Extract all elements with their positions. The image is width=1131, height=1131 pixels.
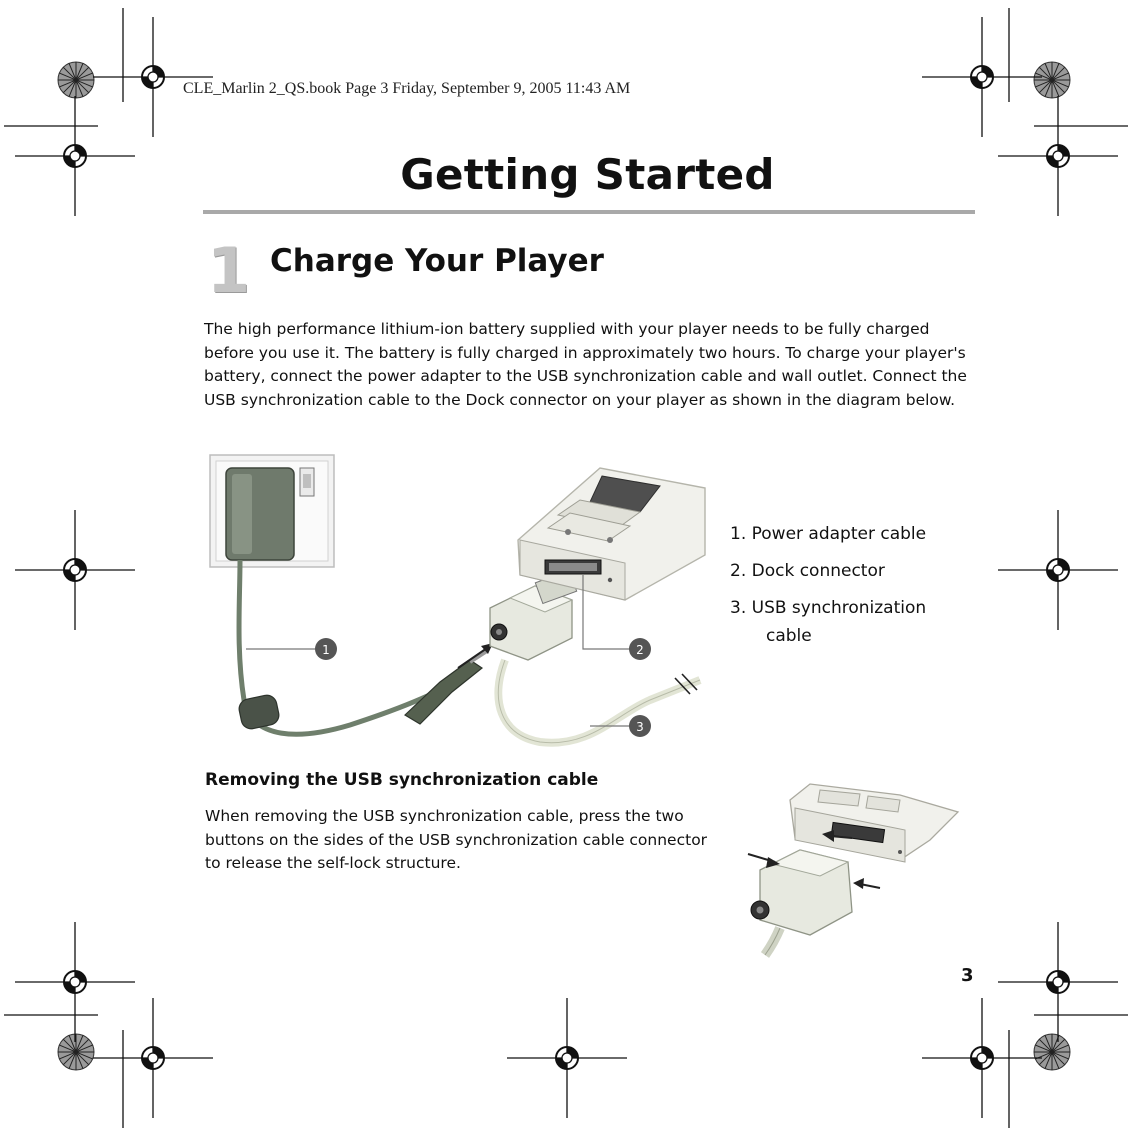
removing-body-text: When removing the USB synchronization cable, press the two buttons on the sides of the USB synchronization cable connector to release the self-lock structure. (205, 807, 708, 873)
registration-mark (922, 998, 1042, 1118)
registration-mark (998, 922, 1118, 1042)
registration-mark (15, 510, 135, 630)
title-rule (203, 210, 975, 214)
step-number: 1 (207, 234, 251, 307)
callout-3-label: 3 (636, 720, 644, 734)
callout-2-label: 2 (636, 643, 644, 657)
removing-title: Removing the USB synchronization cable (205, 770, 599, 790)
page-number: 3 (961, 965, 974, 986)
registration-mark (998, 96, 1118, 216)
callout-1-label: 1 (322, 643, 330, 657)
star-target-bottom-left (58, 1034, 94, 1070)
charging-diagram (210, 455, 705, 743)
registration-mark (998, 510, 1118, 630)
legend-item-dock-connector: 2. Dock connector (730, 561, 885, 581)
removal-diagram (748, 784, 958, 955)
registration-mark (15, 96, 135, 216)
legend-item-usb-cable-continued: cable (766, 626, 812, 646)
registration-mark (507, 998, 627, 1118)
print-info-line: CLE_Marlin 2_QS.book Page 3 Friday, September 9, 2005 11:43 AM (183, 80, 631, 97)
legend-item-usb-cable: 3. USB synchronization (730, 598, 927, 618)
legend-item-power-adapter: 1. Power adapter cable (730, 524, 927, 544)
registration-mark (15, 922, 135, 1042)
registration-mark (93, 17, 213, 137)
section-title: Charge Your Player (270, 243, 604, 279)
star-target-top-left (58, 62, 94, 98)
step-body-text: The high performance lithium-ion battery supplied with your player needs to be fully charged before you use it. The battery is fully charged in approximately two hours. To charge your player's battery, connect the power adapter to the USB synchronization cable and wall outlet. Connect the USB synchronization cable to the Dock connector on your player as shown in the diagram below. (204, 320, 967, 409)
page-title: Getting Started (400, 150, 775, 199)
registration-mark (93, 998, 213, 1118)
star-target-top-right (1034, 62, 1070, 98)
registration-mark (922, 17, 1042, 137)
star-target-bottom-right (1034, 1034, 1070, 1070)
